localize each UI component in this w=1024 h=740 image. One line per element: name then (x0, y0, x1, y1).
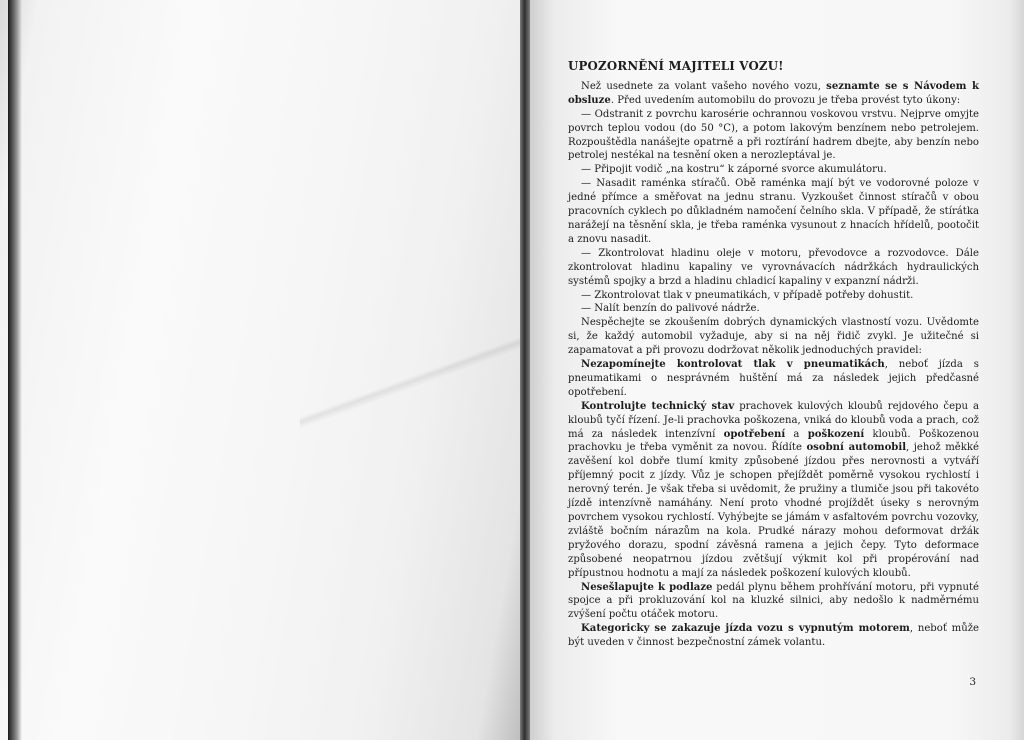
text-run: , neboť jízda s pneumatikami o nesprávném huštění má za následek jejich předčasné opotřebení. (568, 359, 979, 398)
bold-text: Nesešlapujte k podlaze (581, 581, 713, 593)
book-gutter (520, 0, 530, 740)
paragraph (568, 622, 979, 650)
page-content (568, 60, 979, 650)
paragraph (568, 108, 979, 164)
bold-text: osobní automobil (806, 442, 907, 454)
text-run: — Nasadit raménka stíračů. Obě raménka mají být ve vodorovné poloze v jedné přímce a směřovat na jednu stranu. Vyzkoušet činnost stíračů v obou pracovních cyklech po důkladném namočení čelního skla. V případě, že stírátka narážejí na těsnění skla, je třeba raménka vysunout z hnacích hřídelů, pootočit a znovu nasadit. (568, 178, 979, 245)
paragraph (568, 302, 979, 316)
text-run: — Zkontrolovat tlak v pneumatikách, v případě potřeby dohustit. (581, 289, 914, 301)
text-run: a (785, 428, 808, 440)
paragraph (568, 400, 979, 581)
text-run: . Před uvedením automobilu do provozu je třeba provést tyto úkony: (610, 94, 961, 106)
paragraph (568, 247, 979, 289)
text-run: , jehož měkké zavěšení kol dobře tlumí kmity způsobené jízdou přes nerovnosti a vytváří příjemný pocit z jízdy. Vůz je schopen přejíždět poměrně vysokou rychlostí i nerovný terén. Je však třeba si uvědomit, že pružiny a tlumiče jsou při takovéto jízdě intenzívně namáhány. Není proto vhodné projíždět úseky s nerovným povrchem vysokou rychlostí. Vyhýbejte se jámám v asfaltovém povrchu vozovky, zvláště bočním nárazům na kola. Prudké nárazy mohou deformovat držák pryžového dorazu, spodní závěsná ramena a jejich čepy. Tyto deformace způsobené neopatrnou jízdou zvětšují výkmit kol při propérování nad přípustnou hodnotu a mají za následek poškození kulových kloubů. (568, 442, 979, 579)
text-run: kloubů. Poškozenou prachovku je třeba vyměnit za novou. Řídíte (568, 428, 980, 454)
text-run: — Odstranit z povrchu karosérie ochrannou voskovou vrstvu. Nejprve omyjte povrch teplou vodou (do 50 °C), a potom lakovým benzínem nebo petrolejem. Rozpouštědla nanášejte opatrně a při roztírání hadrem dbejte, aby benzín nebo petrolej nestékal na tesnění oken a nerozleptával je. (568, 108, 979, 162)
paragraph (568, 581, 979, 623)
paragraph (568, 177, 979, 247)
paragraph (568, 289, 979, 303)
text-run: , neboť může být uveden v činnost bezpečnostní zámek volantu. (568, 623, 979, 649)
paragraph-list (568, 80, 979, 650)
paragraph (568, 80, 979, 108)
right-page (530, 0, 1024, 740)
bold-text: Nezapomínejte kontrolovat tlak v pneumatikách (581, 359, 885, 371)
page-fold-crease (300, 300, 530, 460)
paragraph (568, 316, 979, 358)
page-heading: UPOZORNĚNÍ MAJITELI VOZU! (568, 59, 784, 73)
text-run: Nespěchejte se zkoušením dobrých dynamických vlastností vozu. Uvědomte si, že každý automobil vyžaduje, aby si na něj řidič zvykl. Je užitečné si zapamatovat a při provozu dodržovat několik jednoduchých pravidel: (568, 317, 979, 357)
page-number: 3 (969, 676, 976, 688)
text-run: Než usednete za volant vašeho nového vozu, (581, 80, 827, 92)
bold-text: poškození (807, 428, 865, 440)
text-run: — Připojit vodič „na kostru“ k záporné svorce akumulátoru. (581, 164, 887, 176)
paragraph (568, 163, 979, 177)
bold-text: Kategoricky se zakazuje jízda vozu s vypnutým motorem (581, 623, 910, 635)
bold-text: opotřebení (723, 428, 786, 440)
paragraph (568, 358, 979, 400)
text-run: — Zkontrolovat hladinu oleje v motoru, převodovce a rozvodovce. Dále zkontrolovat hladinu kapaliny ve vyrovnávacích nádržkách hydraulických systémů spojky a brzd a hladinu chladicí kapaliny v expanzní nádrži. (568, 247, 979, 287)
text-run: pedál plynu během prohřívání motoru, při vypnuté spojce a při prokluzování kol na kluzké silnici, aby nedošlo k nadměrnému zvýšení počtu otáček motoru. (568, 581, 980, 621)
bold-text: Kontrolujte technický stav (581, 400, 735, 412)
bold-text: seznamte se s Návodem k obsluze (568, 80, 979, 106)
text-run: prachovek kulových kloubů rejdového čepu a kloubů tyčí řízení. Je-li prachovka poškozena, vniká do kloubů voda a prach, což má za následek intenzívní (568, 400, 979, 440)
text-run: — Nalít benzín do palivové nádrže. (581, 303, 760, 315)
